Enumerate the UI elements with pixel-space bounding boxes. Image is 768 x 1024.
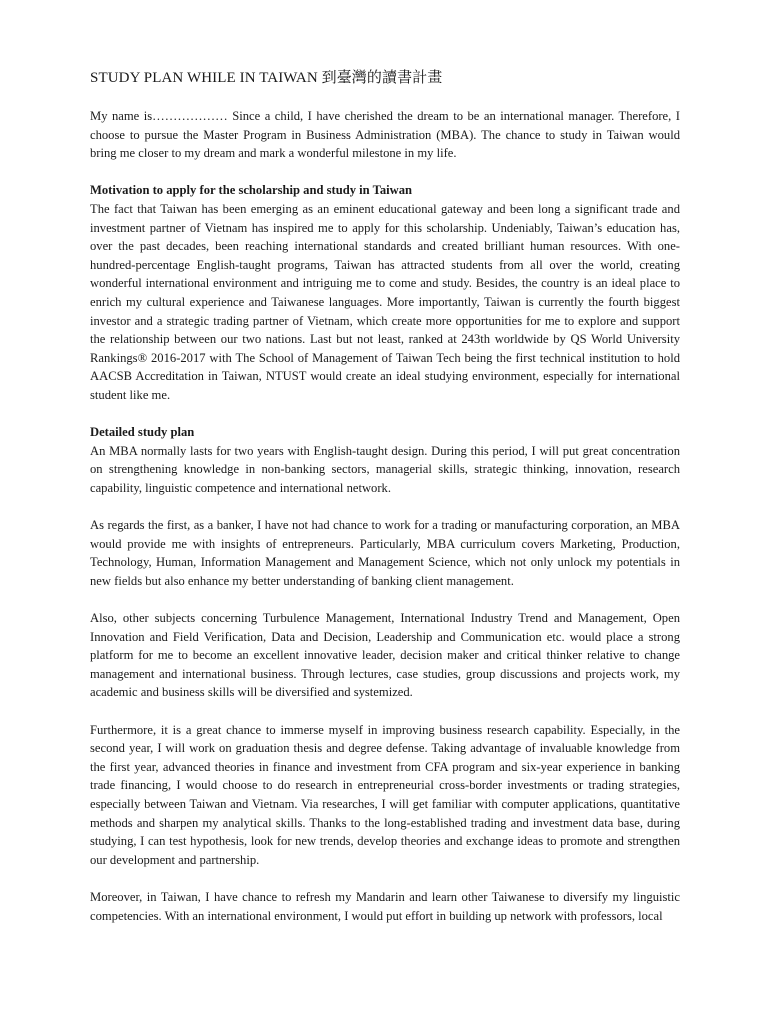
section-heading: Detailed study plan [90, 425, 195, 440]
intro-paragraph: My name is……………… Since a child, I have cherished the dream to be an international manager. Therefore, I choose to pursue the Master Program in Business Administration (MBA). The chance to study in Taiwan would bring me closer to my dream and mark a wonderful milestone in my life. [90, 109, 680, 161]
body-paragraph: The fact that Taiwan has been emerging as an eminent educational gateway and been long a significant trade and investment partner of Vietnam has inspired me to apply for this scholarship. Undeniably, Taiwan’s education has, over the past decades, been reaching international standards and created brilliant human resources. With one-hundred-percentage English-taught programs, Taiwan has attracted students from all over the world, creating wonderful international environment and intriguing me to come and study. Besides, the country is an ideal place to enrich my cultural experience and Taiwanese languages. More importantly, Taiwan is currently the fourth biggest investor and a strategic trading partner of Vietnam, which create more opportunities for me to explore and support the relationship between our two nations. Last but not least, ranked at 243th worldwide by QS World University Rankings® 2016-2017 with The School of Management of Taiwan Tech being the first technical institution to hold AACSB Accreditation in Taiwan, NTUST would create an ideal studying environment, especially for international student like me. [90, 201, 680, 402]
section-heading: Motivation to apply for the scholarship and study in Taiwan [90, 183, 413, 198]
body-paragraph: Also, other subjects concerning Turbulence Management, International Industry Trend and Management, Open Innovation and Field Verification, Data and Decision, Leadership and Communication etc. would place a strong platform for me to become an excellent innovative leader, decision maker and critical thinker relative to change management and international business. Through lectures, case studies, group discussions and projects work, my academic and business skills will be diversified and systemized. [90, 611, 680, 700]
section-motivation [90, 181, 680, 404]
body-paragraph: An MBA normally lasts for two years with English-taught design. During this period, I will put great concentration on strengthening knowledge in non-banking sectors, managerial skills, strategic thinking, innovation, research capability, linguistic competence and international network. [90, 443, 680, 495]
body-paragraph: As regards the first, as a banker, I have not had chance to work for a trading or manufacturing corporation, an MBA would provide me with insights of entrepreneurs. Particularly, MBA curriculum covers Marketing, Production, Technology, Human, Information Management and Management Science, which not only unlock my potentials in new fields but also enhance my better understanding of banking client management. [90, 518, 680, 588]
document-title: STUDY PLAN WHILE IN TAIWAN 到臺灣的讀書計畫 [90, 70, 443, 86]
body-paragraph: Furthermore, it is a great chance to immerse myself in improving business research capability. Especially, in the second year, I will work on graduation thesis and degree defense. Taking advantage of invaluable knowledge from the first year, advanced theories in finance and investment from CFA program and six-year experience in banking trade financing, I would choose to do research in entrepreneurial cross-border investments or trading strategies, especially between Taiwan and Vietnam. Via researches, I will get familiar with computer applications, quantitative methods and sharpen my analytical skills. Thanks to the long-established trading and investment data base, during studying, I can test hypothesis, look for new trends, develop theories and exchange ideas to promote and strengthen our development and partnership. [90, 722, 680, 867]
body-paragraph: Moreover, in Taiwan, I have chance to refresh my Mandarin and learn other Taiwanese to diversify my linguistic competencies. With an international environment, I would put effort in building up network with professors, local [90, 889, 680, 923]
section-study-plan [90, 423, 680, 925]
